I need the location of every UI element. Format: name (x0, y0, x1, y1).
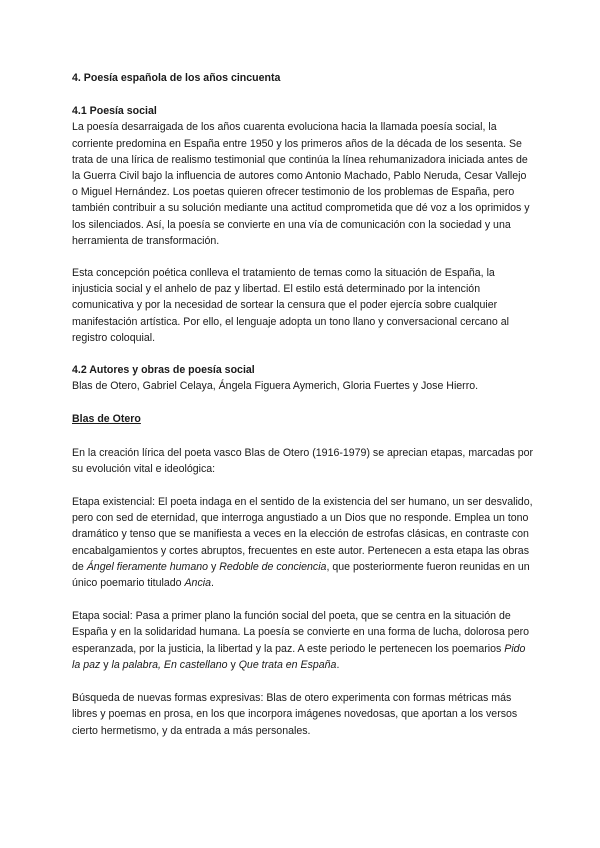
stage-existential-text-2: , que posteriormente fueron reunidas en un único poemario titulado (72, 560, 530, 590)
social-poetry-paragraph-1: La poesía desarraigada de los años cuarenta evoluciona hacia la llamada poesía social, la corriente predomina en España entre 1950 y los primeros años de la década de los sesenta. Se trata de una lírica de realismo testimonial que continúa la línea rehumanizadora iniciada antes de la Guerra Civil bajo la influencia de autores como Antonio Machado, Pablo Neruda, Cesar Vallejo o Miguel Hernández. Los poetas quieren ofrecer testimonio de los problemas de España, pero también contribuir a su solución mediante una actitud comprometida que dé voz a los oprimidos y los silenciados. Así, la poesía se convierte en una vía de comunicación con la sociedad y una herramienta de transformación. (72, 121, 530, 247)
period: . (210, 577, 214, 590)
stage-social (72, 608, 534, 673)
conjunction: y (227, 658, 239, 671)
authors-heading: 4.2 Autores y obras de poesía social (72, 364, 255, 377)
stage-existential-text: Etapa existencial: El poeta indaga en el sentido de la existencia del ser humano, un ser desvalido, pero con sed de eternidad, que interroga angustiado a un Dios que no responde. Emplea un tono dramático y tenso que se manifiesta a veces en la elección de estrofas clásicas, en contraste con encabalgamientos y cortes abruptos, frecuentes en este autor. Pertenecen a esta etapa las obras de (72, 496, 533, 573)
document-page (72, 70, 534, 739)
otero-intro: En la creación lírica del poeta vasco Blas de Otero (1916-1979) se aprecian etapas, marcadas por su evolución vital e ideológica: (72, 446, 534, 475)
stage-existential (72, 494, 534, 591)
work-redoble-de-conciencia: Redoble de conciencia (219, 560, 327, 573)
work-la-palabra-en-castellano: la palabra, En castellano (111, 658, 228, 671)
work-ancia: Ancia (184, 577, 211, 590)
work-que-trata-en-espana: Que trata en España (238, 658, 337, 671)
authors-list: Blas de Otero, Gabriel Celaya, Ángela Figuera Aymerich, Gloria Fuertes y Jose Hierro. (72, 380, 479, 393)
stage-new-forms: Búsqueda de nuevas formas expresivas: Blas de otero experimenta con formas métricas más libres y poemas en prosa, en los que incorpora imágenes novedosas, que aportan a los versos cierto hermetismo, y da entrada a más personales. (72, 692, 518, 737)
social-poetry-paragraph-2: Esta concepción poética conlleva el tratamiento de temas como la situación de España, la injusticia social y el anhelo de paz y libertad. El estilo está determinado por la intención comunicativa y por la necesidad de sortear la censura que el poder ejercía sobre cualquier manifestación artística. Por ello, el lenguaje adopta un tono llano y conversacional cercano al registro coloquial. (72, 267, 509, 344)
social-poetry-heading: 4.1 Poesía social (72, 105, 157, 118)
period: . (336, 658, 340, 671)
work-angel-fieramente-humano: Ángel fieramente humano (86, 560, 209, 573)
stage-social-text: Etapa social: Pasa a primer plano la función social del poeta, que se centra en la situación de España y en la solidaridad humana. La poesía se convierte en una forma de lucha, dolorosa pero esperanzada, por la justicia, la libertad y la paz. A este periodo le pertenecen los poemarios (72, 610, 530, 655)
conjunction: y (208, 560, 220, 573)
conjunction: y (100, 658, 112, 671)
otero-heading: Blas de Otero (72, 413, 141, 426)
section-title: 4. Poesía española de los años cincuenta (72, 72, 281, 84)
work-pido-la-paz: Pido la paz (72, 642, 526, 671)
